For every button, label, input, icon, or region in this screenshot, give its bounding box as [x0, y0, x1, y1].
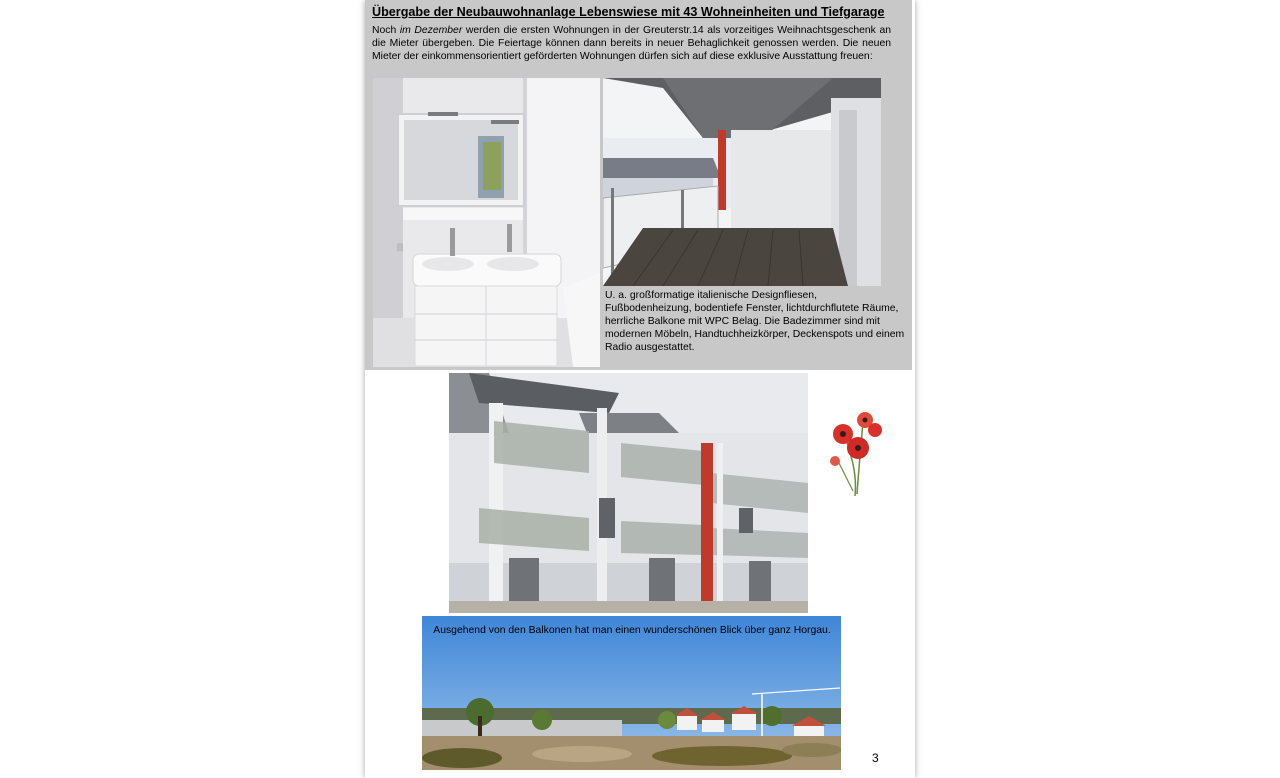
document-page: [365, 0, 915, 778]
building-photo: [449, 373, 808, 613]
intro-emphasis: im Dezember: [399, 25, 463, 36]
landscape-photo: [422, 616, 841, 770]
poppy-flowers-icon: [823, 406, 888, 498]
view-caption: Ausgehend von den Balkonen hat man einen wunderschönen Blick über ganz Horgau.: [433, 625, 831, 636]
article-intro: [372, 24, 891, 63]
intro-text-rest: werden die ersten Wohnungen in der Greuterstr.14 als vorzeitiges Weihnachtsgeschenk an die Mieter übergeben. Die Feiertage können dann bereits in neuer Behaglichkeit genossen werden. Die neuen Mieter der einkommensorientiert geförderten Wohnungen dürfen sich auf diese exklusive Ausstattung freuen:: [372, 25, 891, 62]
balcony-photo: [603, 78, 881, 286]
article-box: [365, 0, 912, 370]
article-heading: Übergabe der Neubauwohnanlage Lebenswiese mit 43 Wohneinheiten und Tiefgarage: [372, 5, 885, 19]
features-caption: U. a. großformatige italienische Designfliesen, Fußbodenheizung, bodentiefe Fenster, lichtdurchflutete Räume, herrliche Balkone mit WPC Belag. Die Badezimmer sind mit modernen Möbeln, Handtuchheizkörper, Deckenspots und einem Radio ausgestattet.: [605, 290, 905, 353]
bathroom-photo: [373, 78, 600, 367]
intro-text-start: Noch: [372, 25, 400, 36]
page-number: 3: [872, 751, 879, 765]
